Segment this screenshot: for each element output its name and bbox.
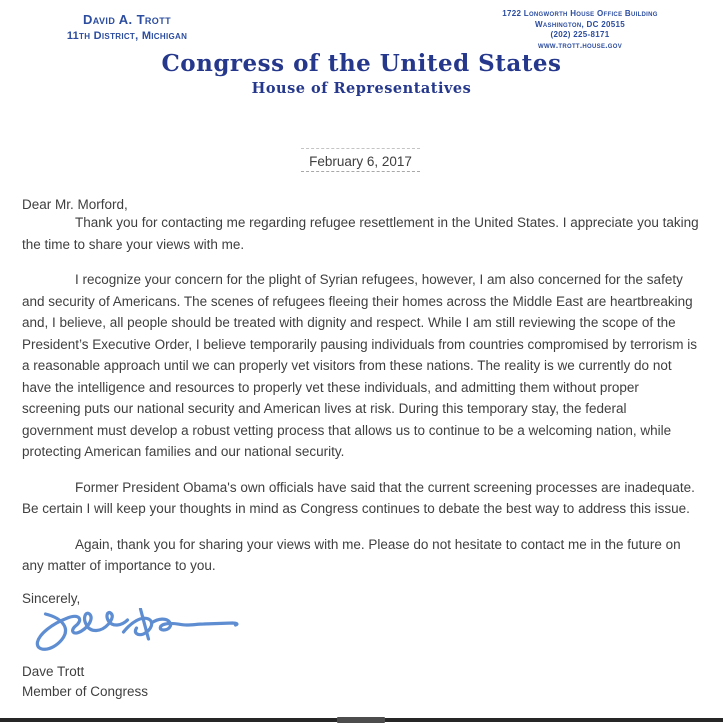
- address-line-city: Washington, DC 20515: [535, 19, 625, 29]
- letter-paragraph-4: Again, thank you for sharing your views with me. Please do not hesitate to contact me in the future on any matter of importance to you.: [22, 536, 681, 573]
- signature-scrawl-graphic: [26, 608, 244, 658]
- signer-title: Member of Congress: [22, 683, 149, 699]
- congress-title-block: [0, 50, 723, 97]
- house-subtitle: House of Representatives: [251, 80, 472, 97]
- congress-title: Congress of the United States: [161, 50, 562, 77]
- letterhead: [0, 0, 723, 112]
- member-name: David A. Trott: [83, 12, 171, 27]
- scrollbar-thumb[interactable]: [337, 717, 385, 723]
- letter-paragraph-1: Thank you for contacting me regarding refugee resettlement in the United States. I appreciate you taking the time to share your views with me.: [22, 215, 699, 252]
- address-line-phone: (202) 225-8171: [550, 30, 610, 39]
- signer-name: Dave Trott: [22, 663, 85, 679]
- letter-paragraph-3: Former President Obama's own officials have said that the current screening processes are inadequate. Be certain I will keep your thoughts in mind as Congress continues to debate the best way to address this issue.: [22, 479, 695, 516]
- address-line-building: 1722 Longworth House Office Building: [502, 9, 658, 18]
- date-row: [22, 148, 699, 172]
- letter-paragraph-2: I recognize your concern for the plight of Syrian refugees, however, I am also concerned for the safety and security of Americans. The scenes of refugees fleeing their homes across the Middle East are heartbreaking and, I believe, all people should be treated with dignity and respect. While I am still reviewing the scope of the President’s Executive Order, I believe temporarily pausing individuals from countries compromised by terrorism is a reasonable approach until we can properly vet visitors from these nations. The reality is we currently do not have the intelligence and resources to properly vet these individuals, and admitting them without proper screening puts our national security and American lives at risk. During this temporary stay, the federal government must develop a robust vetting process that allows us to continue to be a welcoming nation, while protecting American families and our national security.: [22, 272, 698, 459]
- office-address-block: [465, 9, 695, 51]
- address-line-website: www.trott.house.gov: [537, 40, 623, 50]
- horizontal-scrollbar[interactable]: [0, 718, 723, 722]
- member-name-block: [42, 12, 212, 42]
- closing: Sincerely,: [22, 590, 81, 606]
- salutation: Dear Mr. Morford,: [22, 197, 128, 212]
- district-line: 11th District, Michigan: [66, 30, 188, 42]
- signature-image: [26, 608, 699, 658]
- letter-body: [0, 148, 723, 699]
- letter-date: February 6, 2017: [301, 148, 420, 172]
